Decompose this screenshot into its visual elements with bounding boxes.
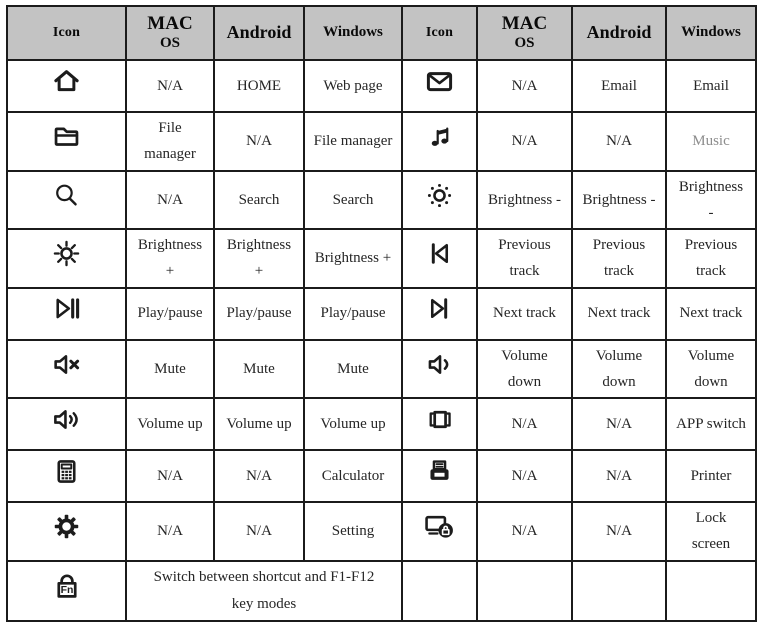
cell-windows: Brightness + — [304, 229, 402, 288]
cell-icon — [402, 288, 477, 340]
cell-icon — [402, 450, 477, 502]
next-track-icon — [424, 293, 455, 324]
cell-macos: Volume down — [477, 340, 572, 399]
cell-icon — [7, 229, 126, 288]
header-android-right: Android — [572, 6, 666, 60]
table-row — [7, 340, 756, 399]
cell-icon — [402, 502, 477, 561]
cell-icon — [7, 340, 126, 399]
mute-icon — [49, 349, 85, 380]
cell-icon — [7, 561, 126, 621]
cell-windows: Brightness - — [666, 171, 756, 230]
cell-macos: N/A — [126, 171, 214, 230]
header-windows-left: Windows — [304, 6, 402, 60]
cell-macos: Volume up — [126, 398, 214, 450]
cell-icon — [7, 288, 126, 340]
cell-empty — [572, 561, 666, 621]
app-switch-icon — [423, 404, 457, 435]
cell-android: Brightness + — [214, 229, 304, 288]
cell-android: N/A — [572, 502, 666, 561]
cell-macos: Brightness + — [126, 229, 214, 288]
table-row — [7, 502, 756, 561]
cell-icon — [402, 398, 477, 450]
cell-windows: Previous track — [666, 229, 756, 288]
cell-android: Brightness - — [572, 171, 666, 230]
lock-screen-icon — [421, 511, 459, 542]
brightness-up-icon — [51, 238, 82, 269]
cell-windows: APP switch — [666, 398, 756, 450]
cell-icon — [7, 502, 126, 561]
cell-empty — [402, 561, 477, 621]
table-row — [7, 450, 756, 502]
cell-macos: N/A — [477, 398, 572, 450]
cell-android: N/A — [214, 450, 304, 502]
home-icon — [51, 66, 82, 97]
cell-android: Next track — [572, 288, 666, 340]
cell-android: N/A — [572, 450, 666, 502]
cell-windows: Email — [666, 60, 756, 112]
cell-windows: Volume up — [304, 398, 402, 450]
cell-windows: Setting — [304, 502, 402, 561]
cell-macos: N/A — [126, 450, 214, 502]
cell-windows: Music — [666, 112, 756, 171]
cell-android: N/A — [214, 502, 304, 561]
cell-icon — [402, 112, 477, 171]
folder-icon — [51, 121, 82, 152]
cell-icon — [402, 229, 477, 288]
fn-label: Fn — [60, 584, 73, 596]
volume-up-icon — [49, 404, 85, 435]
cell-macos: Brightness - — [477, 171, 572, 230]
cell-android: Email — [572, 60, 666, 112]
shortcut-key-table — [6, 5, 757, 622]
cell-macos: N/A — [477, 450, 572, 502]
previous-track-icon — [424, 238, 455, 269]
header-windows-right: Windows — [666, 6, 756, 60]
cell-windows: Play/pause — [304, 288, 402, 340]
header-icon-left: Icon — [7, 6, 126, 60]
printer-icon — [424, 456, 455, 487]
cell-android: N/A — [572, 398, 666, 450]
cell-android: N/A — [572, 112, 666, 171]
play-pause-icon — [51, 293, 82, 324]
cell-icon — [402, 60, 477, 112]
cell-macos: N/A — [126, 60, 214, 112]
cell-android: HOME — [214, 60, 304, 112]
cell-windows: Search — [304, 171, 402, 230]
cell-windows: Volume down — [666, 340, 756, 399]
cell-icon — [7, 60, 126, 112]
fn-lock-icon — [50, 569, 84, 603]
search-icon — [51, 180, 82, 211]
cell-icon — [7, 450, 126, 502]
email-icon — [424, 66, 455, 97]
table-row-fn — [7, 561, 756, 621]
table-row — [7, 398, 756, 450]
music-note-icon — [424, 121, 455, 152]
header-icon-right: Icon — [402, 6, 477, 60]
cell-macos: Play/pause — [126, 288, 214, 340]
cell-icon — [402, 340, 477, 399]
cell-windows: Lock screen — [666, 502, 756, 561]
table-row — [7, 288, 756, 340]
cell-android: Play/pause — [214, 288, 304, 340]
header-android-left: Android — [214, 6, 304, 60]
cell-windows: Mute — [304, 340, 402, 399]
cell-icon — [7, 171, 126, 230]
table-row — [7, 112, 756, 171]
cell-icon — [7, 398, 126, 450]
settings-gear-icon — [51, 511, 82, 542]
cell-windows: Printer — [666, 450, 756, 502]
header-macos-left: MAC OS — [126, 6, 214, 60]
cell-macos: Mute — [126, 340, 214, 399]
cell-empty — [477, 561, 572, 621]
cell-android: Volume down — [572, 340, 666, 399]
cell-macos: N/A — [477, 60, 572, 112]
cell-android: Mute — [214, 340, 304, 399]
cell-android: N/A — [214, 112, 304, 171]
cell-macos: N/A — [477, 112, 572, 171]
table-row — [7, 60, 756, 112]
cell-icon — [7, 112, 126, 171]
cell-macos: Previous track — [477, 229, 572, 288]
cell-android: Volume up — [214, 398, 304, 450]
cell-android: Search — [214, 171, 304, 230]
cell-windows: Web page — [304, 60, 402, 112]
cell-fn-description: Switch between shortcut and F1-F12 key modes — [126, 561, 402, 621]
cell-macos: Next track — [477, 288, 572, 340]
cell-windows: Next track — [666, 288, 756, 340]
cell-macos: N/A — [126, 502, 214, 561]
cell-empty — [666, 561, 756, 621]
brightness-down-icon — [424, 180, 455, 211]
cell-macos: File manager — [126, 112, 214, 171]
table-row — [7, 171, 756, 230]
cell-icon — [402, 171, 477, 230]
volume-down-icon — [424, 349, 455, 380]
cell-android: Previous track — [572, 229, 666, 288]
calculator-icon — [51, 456, 82, 487]
header-macos-right: MAC OS — [477, 6, 572, 60]
table-header-row — [7, 6, 756, 60]
cell-windows: Calculator — [304, 450, 402, 502]
table-row — [7, 229, 756, 288]
cell-macos: N/A — [477, 502, 572, 561]
cell-windows: File manager — [304, 112, 402, 171]
